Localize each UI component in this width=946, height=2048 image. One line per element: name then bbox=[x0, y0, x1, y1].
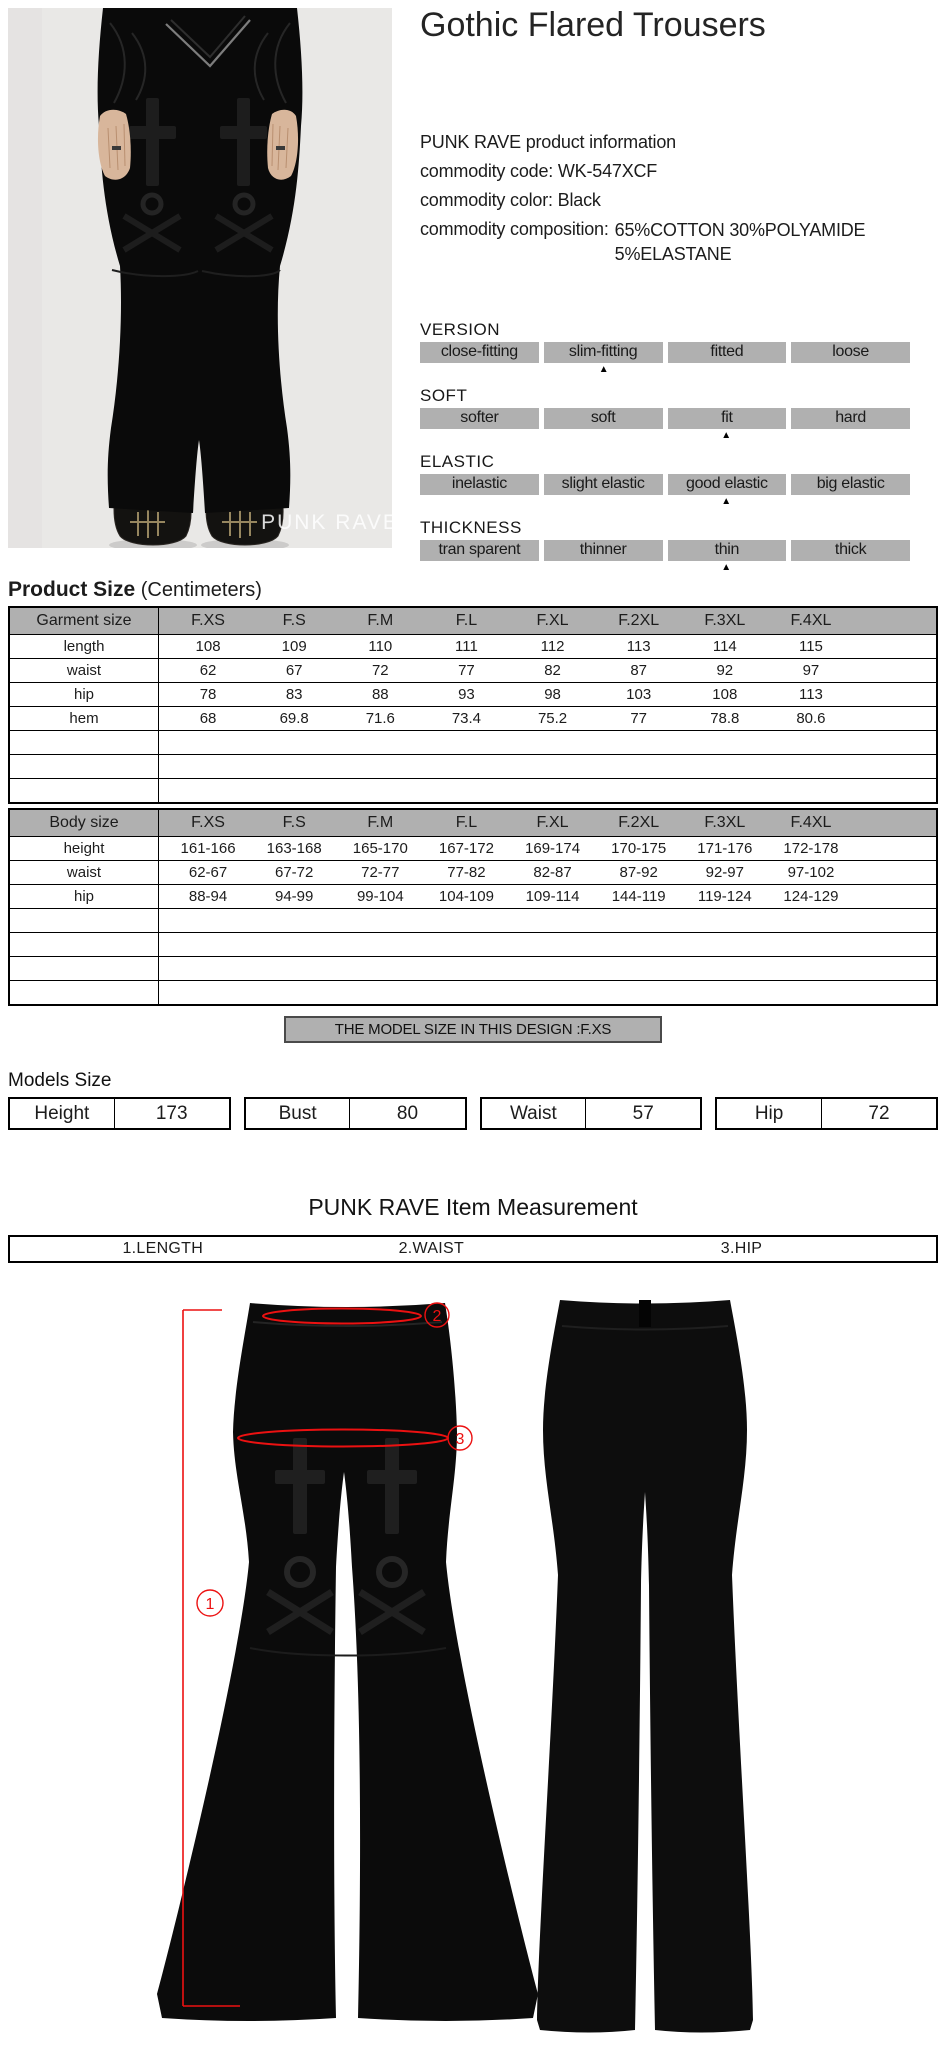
cell-value: 71.6 bbox=[365, 710, 395, 727]
models-size-box-waist bbox=[480, 1097, 703, 1130]
cell-value: 72-77 bbox=[361, 864, 400, 881]
cell-value: 80.6 bbox=[796, 710, 826, 727]
attribute-options bbox=[420, 342, 910, 363]
attribute-group-thickness bbox=[420, 518, 910, 576]
empty-row bbox=[10, 730, 936, 754]
models-size-value: 57 bbox=[632, 1102, 654, 1124]
product-info bbox=[420, 128, 940, 266]
selected-marker: ▲ bbox=[721, 496, 732, 507]
cell-value: 109-114 bbox=[525, 888, 580, 905]
cell-value: 171-176 bbox=[697, 840, 753, 857]
attribute-scales bbox=[420, 320, 910, 584]
cell-value: 67 bbox=[285, 662, 303, 679]
cell-value: 83 bbox=[285, 686, 303, 703]
attribute-name: THICKNESS bbox=[420, 518, 522, 537]
body-size-table bbox=[8, 808, 938, 1006]
empty-row-label bbox=[10, 909, 159, 932]
size-column-header: F.4XL bbox=[790, 612, 832, 629]
table-corner-label: Body size bbox=[10, 810, 159, 836]
cell-value: 88-94 bbox=[188, 888, 228, 905]
table-corner-label: Garment size bbox=[10, 608, 159, 634]
marker-row bbox=[420, 429, 910, 444]
row-values bbox=[159, 837, 936, 860]
table-row bbox=[10, 658, 936, 682]
models-size-box-hip bbox=[715, 1097, 938, 1130]
cell-value: 104-109 bbox=[438, 888, 494, 905]
cell-value: 161-166 bbox=[180, 840, 236, 857]
cell-value: 113 bbox=[798, 686, 823, 703]
size-column-header: F.3XL bbox=[704, 612, 746, 629]
row-values bbox=[159, 659, 936, 682]
front-trousers bbox=[157, 1303, 538, 2021]
attribute-option: fit bbox=[668, 408, 787, 429]
empty-row-label bbox=[10, 755, 159, 778]
size-column-header: F.3XL bbox=[704, 814, 746, 831]
empty-row-label bbox=[10, 981, 159, 1004]
cell-value: 88 bbox=[371, 686, 389, 703]
cell-value: 73.4 bbox=[451, 710, 482, 727]
table-header-sizes bbox=[159, 608, 936, 634]
cell-value: 93 bbox=[458, 686, 475, 703]
size-column-header: F.XS bbox=[191, 814, 225, 831]
models-size-label: Bust bbox=[246, 1099, 351, 1128]
photo-watermark: PUNK RAVE bbox=[261, 511, 392, 534]
commodity-color: commodity color: Black bbox=[420, 190, 601, 210]
cell-value: 67-72 bbox=[275, 864, 314, 881]
attribute-name: ELASTIC bbox=[420, 452, 495, 471]
models-size-value: 173 bbox=[155, 1102, 188, 1124]
attribute-option: inelastic bbox=[420, 474, 539, 495]
callout-1: 1 bbox=[205, 1596, 215, 1613]
empty-row-values bbox=[159, 981, 936, 1004]
empty-row-values bbox=[159, 957, 936, 980]
empty-row bbox=[10, 956, 936, 980]
model-silhouette bbox=[98, 8, 303, 513]
attribute-name: SOFT bbox=[420, 386, 468, 405]
trousers-diagram bbox=[0, 1280, 946, 2048]
cell-value: 69.8 bbox=[279, 710, 309, 727]
attribute-option: hard bbox=[791, 408, 910, 429]
row-label: hip bbox=[10, 885, 159, 908]
attribute-option: fitted bbox=[668, 342, 787, 363]
attribute-option: good elastic bbox=[668, 474, 787, 495]
cell-value: 82-87 bbox=[533, 864, 572, 881]
cell-value: 62-67 bbox=[188, 864, 228, 881]
models-size-box-height bbox=[8, 1097, 231, 1130]
row-values bbox=[159, 635, 936, 658]
cell-value: 98 bbox=[544, 686, 561, 703]
cell-value: 75.2 bbox=[537, 710, 568, 727]
cell-value: 92 bbox=[716, 662, 734, 679]
info-heading: PUNK RAVE product information bbox=[420, 132, 676, 152]
marker-row bbox=[420, 363, 910, 378]
cell-value: 167-172 bbox=[438, 840, 494, 857]
cell-value: 62 bbox=[199, 662, 217, 679]
attribute-group-soft bbox=[420, 386, 910, 444]
cell-value: 165-170 bbox=[352, 840, 408, 857]
row-label: hip bbox=[10, 683, 159, 706]
cell-value: 87-92 bbox=[619, 864, 658, 881]
cell-value: 99-104 bbox=[356, 888, 404, 905]
cell-value: 92-97 bbox=[705, 864, 744, 881]
row-values bbox=[159, 885, 936, 908]
cell-value: 77-82 bbox=[447, 864, 486, 881]
empty-row bbox=[10, 908, 936, 932]
size-column-header: F.XL bbox=[536, 814, 569, 831]
attribute-option: slight elastic bbox=[544, 474, 663, 495]
product-size-heading: Product Size (Centimeters) bbox=[8, 578, 262, 601]
measurement-legend bbox=[8, 1235, 938, 1263]
attribute-option: tran sparent bbox=[420, 540, 539, 561]
callout-2: 2 bbox=[432, 1308, 442, 1325]
cell-value: 170-175 bbox=[611, 840, 667, 857]
cell-value: 109 bbox=[281, 638, 307, 655]
model-photo-art bbox=[8, 8, 392, 548]
back-trousers bbox=[537, 1300, 753, 2033]
attribute-options bbox=[420, 408, 910, 429]
attribute-group-version bbox=[420, 320, 910, 378]
cell-value: 108 bbox=[712, 686, 738, 703]
measurement-heading: PUNK RAVE Item Measurement bbox=[308, 1194, 638, 1220]
attribute-option: soft bbox=[544, 408, 663, 429]
empty-row-values bbox=[159, 909, 936, 932]
table-row bbox=[10, 706, 936, 730]
models-size-label: Hip bbox=[717, 1099, 822, 1128]
size-column-header: F.2XL bbox=[618, 814, 660, 831]
legend-item-3: 3.HIP bbox=[720, 1240, 763, 1257]
marker-row bbox=[420, 495, 910, 510]
cell-value: 163-168 bbox=[266, 840, 322, 857]
cell-value: 87 bbox=[630, 662, 648, 679]
callout-3: 3 bbox=[455, 1431, 465, 1448]
attribute-options bbox=[420, 474, 910, 495]
commodity-code: commodity code: WK-547XCF bbox=[420, 161, 658, 181]
size-column-header: F.S bbox=[282, 814, 306, 831]
size-column-header: F.L bbox=[455, 814, 478, 831]
empty-row-label bbox=[10, 731, 159, 754]
empty-row-label bbox=[10, 779, 159, 802]
empty-row bbox=[10, 778, 936, 802]
size-column-header: F.2XL bbox=[618, 612, 660, 629]
cell-value: 82 bbox=[544, 662, 561, 679]
models-size-label: Waist bbox=[482, 1099, 587, 1128]
cell-value: 113 bbox=[626, 638, 651, 655]
row-label: waist bbox=[10, 861, 159, 884]
table-row bbox=[10, 634, 936, 658]
empty-row-label bbox=[10, 933, 159, 956]
cell-value: 108 bbox=[195, 638, 221, 655]
cell-value: 97 bbox=[802, 662, 820, 679]
cell-value: 68 bbox=[199, 710, 217, 727]
selected-marker: ▲ bbox=[721, 430, 732, 441]
attribute-option: slim-fitting bbox=[544, 342, 663, 363]
attribute-option: thin bbox=[668, 540, 787, 561]
cell-value: 144-119 bbox=[611, 888, 666, 905]
attribute-name: VERSION bbox=[420, 320, 501, 339]
cell-value: 119-124 bbox=[697, 888, 752, 905]
cell-value: 77 bbox=[458, 662, 475, 679]
cell-value: 172-178 bbox=[783, 840, 839, 857]
row-label: waist bbox=[10, 659, 159, 682]
size-column-header: F.4XL bbox=[790, 814, 832, 831]
cell-value: 110 bbox=[368, 638, 393, 655]
attribute-group-elastic bbox=[420, 452, 910, 510]
cell-value: 78 bbox=[199, 686, 217, 703]
attribute-option: loose bbox=[791, 342, 910, 363]
page-title: Gothic Flared Trousers bbox=[420, 6, 766, 44]
cell-value: 72 bbox=[371, 662, 389, 679]
cell-value: 111 bbox=[455, 638, 478, 655]
attribute-options bbox=[420, 540, 910, 561]
attribute-option: thick bbox=[791, 540, 910, 561]
legend-item-2: 2.WAIST bbox=[398, 1240, 465, 1257]
selected-marker: ▲ bbox=[598, 364, 609, 375]
cell-value: 115 bbox=[798, 638, 823, 655]
row-values bbox=[159, 707, 936, 730]
row-values bbox=[159, 861, 936, 884]
empty-row-values bbox=[159, 933, 936, 956]
model-photo bbox=[8, 8, 392, 548]
measurement-diagrams bbox=[0, 1280, 946, 2048]
legend-item-1: 1.LENGTH bbox=[122, 1240, 204, 1257]
cell-value: 77 bbox=[630, 710, 648, 727]
cell-value: 78.8 bbox=[710, 710, 740, 727]
table-row bbox=[10, 836, 936, 860]
models-size-heading: Models Size bbox=[8, 1070, 112, 1091]
cell-value: 124-129 bbox=[783, 888, 839, 905]
attribute-option: close-fitting bbox=[420, 342, 539, 363]
cell-value: 114 bbox=[712, 638, 737, 655]
empty-row-values bbox=[159, 779, 936, 802]
table-header-row bbox=[10, 608, 936, 634]
selected-marker: ▲ bbox=[721, 562, 732, 573]
cell-value: 103 bbox=[626, 686, 652, 703]
size-column-header: F.XL bbox=[536, 612, 569, 629]
model-size-note: THE MODEL SIZE IN THIS DESIGN :F.XS bbox=[284, 1016, 662, 1043]
empty-row bbox=[10, 980, 936, 1004]
cell-value: 169-174 bbox=[525, 840, 581, 857]
row-values bbox=[159, 683, 936, 706]
empty-row-values bbox=[159, 731, 936, 754]
attribute-option: big elastic bbox=[791, 474, 910, 495]
size-column-header: F.XS bbox=[191, 612, 225, 629]
row-label: length bbox=[10, 635, 159, 658]
empty-row bbox=[10, 754, 936, 778]
cell-value: 97-102 bbox=[787, 864, 835, 881]
size-column-header: F.M bbox=[367, 612, 394, 629]
row-label: hem bbox=[10, 707, 159, 730]
attribute-option: softer bbox=[420, 408, 539, 429]
cell-value: 112 bbox=[540, 638, 565, 655]
table-header-sizes bbox=[159, 810, 936, 836]
models-size-value: 72 bbox=[868, 1102, 890, 1124]
models-size-label: Height bbox=[10, 1099, 115, 1128]
models-size-box-bust bbox=[244, 1097, 467, 1130]
attribute-option: thinner bbox=[544, 540, 663, 561]
cell-value: 94-99 bbox=[275, 888, 314, 905]
table-row bbox=[10, 860, 936, 884]
marker-row bbox=[420, 561, 910, 576]
size-column-header: F.L bbox=[455, 612, 478, 629]
models-size-value: 80 bbox=[396, 1102, 419, 1124]
models-size-table bbox=[8, 1097, 938, 1130]
row-label: height bbox=[10, 837, 159, 860]
table-row bbox=[10, 682, 936, 706]
empty-row bbox=[10, 932, 936, 956]
table-header-row bbox=[10, 810, 936, 836]
table-row bbox=[10, 884, 936, 908]
commodity-composition: commodity composition: 65%COTTON 30%POLYAMIDE 5%ELASTANE bbox=[420, 219, 866, 264]
size-column-header: F.M bbox=[367, 814, 394, 831]
empty-row-values bbox=[159, 755, 936, 778]
garment-size-table bbox=[8, 606, 938, 804]
empty-row-label bbox=[10, 957, 159, 980]
size-column-header: F.S bbox=[282, 612, 306, 629]
